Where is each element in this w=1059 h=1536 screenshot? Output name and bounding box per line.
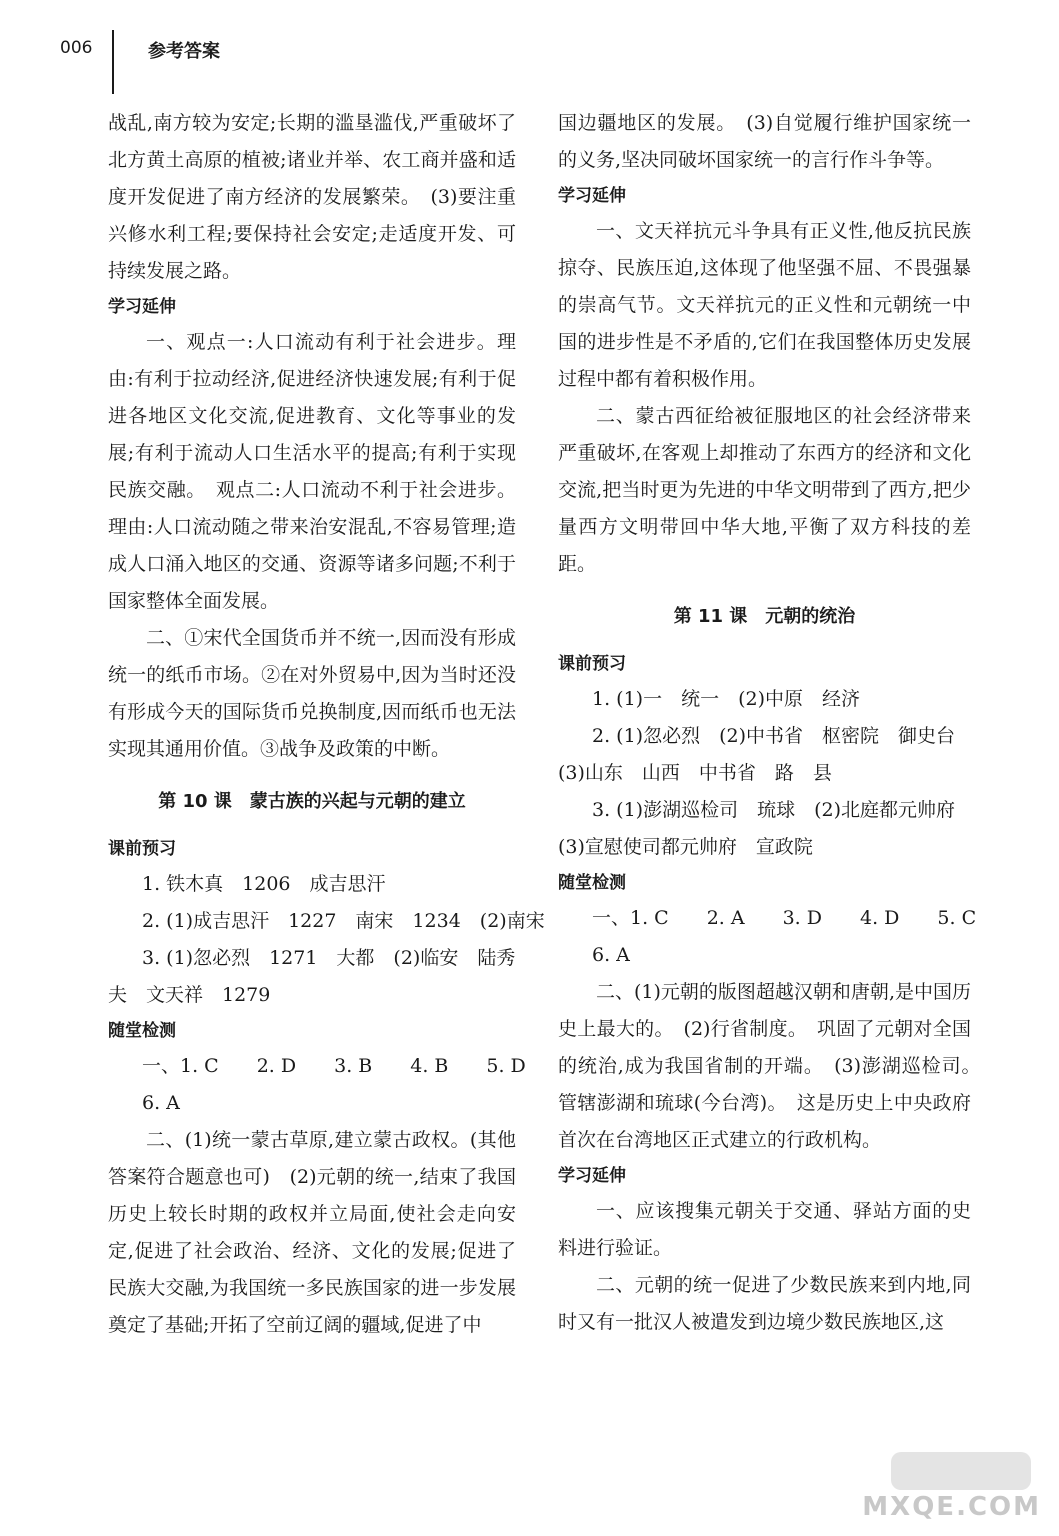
section-heading: 学习延伸 (558, 186, 626, 206)
watermark (862, 1450, 1051, 1530)
paragraph: 二、(1)元朝的版图超越汉朝和唐朝,是中国历史上最大的。 (2)行省制度。 巩固了元朝对全国的统治,成为我国省制的开端。 (3)澎湖巡检司。 管辖澎湖和琉球(今台湾)。 这是历史上中央政府首次在台湾地区正式建立的行政机构。 (558, 981, 991, 1151)
answer-line: 2. (1)忽必烈 (2)中书省 枢密院 御史台 (3)山东 山西 中书省 路 县 (558, 725, 975, 784)
answer-line: 6. A (592, 944, 630, 966)
header-title: 参考答案 (148, 41, 220, 62)
section-heading: 课前预习 (558, 654, 626, 674)
section-heading: 学习延伸 (108, 297, 176, 317)
paragraph: 国边疆地区的发展。 (3)自觉履行维护国家统一的义务,坚决同破坏国家统一的言行作斗争等。 (558, 112, 971, 171)
page-header (60, 30, 360, 64)
answer-line: 1. 铁木真 1206 成吉思汗 (142, 873, 386, 895)
paragraph: 一、观点一:人口流动有利于社会进步。理由:有利于拉动经济,促进经济快速发展;有利于促进各地区文化交流,促进教育、文化等事业的发展;有利于流动人口生活水平的提高;有利于实现民族交融。 观点二:人口流动不利于社会进步。理由:人口流动随之带来治安混乱,不容易管理;造成人口涌入地区的交通、资源等诸多问题;不利于国家整体全面发展。 (108, 331, 516, 612)
header-divider (112, 30, 114, 94)
answer-line: 一、1. C 2. A 3. D 4. D 5. C (592, 907, 977, 929)
section-heading: 学习延伸 (558, 1166, 626, 1186)
page-number: 006 (60, 38, 93, 58)
paragraph: 一、应该搜集元朝关于交通、驿站方面的史料进行验证。 (558, 1200, 971, 1259)
answer-line: 3. (1)澎湖巡检司 琉球 (2)北庭都元帅府 (3)宣慰使司都元帅府 宣政院 (558, 799, 975, 858)
answer-line: 6. A (142, 1092, 180, 1114)
answer-line: 一、1. C 2. D 3. B 4. B 5. D (142, 1055, 526, 1077)
watermark-text: MXQE.COM (862, 1492, 1041, 1522)
lesson-title: 第 11 课 元朝的统治 (673, 606, 856, 627)
paragraph: 一、文天祥抗元斗争具有正义性,他反抗民族掠夺、民族压迫,这体现了他坚强不屈、不畏强暴的崇高气节。文天祥抗元的正义性和元朝统一中国的进步性是不矛盾的,它们在我国整体历史发展过程中都有着积极作用。 (558, 220, 971, 390)
paragraph: 战乱,南方较为安定;长期的滥垦滥伐,严重破坏了北方黄土高原的植被;诸业并举、农工商并盛和适度开发促进了南方经济的发展繁荣。 (3)要注重兴修水利工程;要保持社会安定;走适度开发、可持续发展之路。 (108, 112, 516, 282)
answer-line: 3. (1)忽必烈 1271 大都 (2)临安 陆秀夫 文天祥 1279 (108, 947, 516, 1006)
right-column (558, 105, 991, 1341)
section-heading: 课前预习 (108, 839, 176, 859)
paragraph: 二、(1)统一蒙古草原,建立蒙古政权。(其他答案符合题意也可) (2)元朝的统一,结束了我国历史上较长时期的政权并立局面,使社会走向安定,促进了社会政治、经济、文化的发展;促进了民族大交融,为我国统一多民族国家的进一步发展奠定了基础;开拓了空前辽阔的疆域,促进了中 (108, 1129, 516, 1336)
answer-line: 1. (1)一 统一 (2)中原 经济 (592, 688, 860, 710)
paragraph: 二、蒙古西征给被征服地区的社会经济带来严重破坏,在客观上却推动了东西方的经济和文化交流,把当时更为先进的中华文明带到了西方,把少量西方文明带回中华大地,平衡了双方科技的差距。 (558, 405, 971, 575)
section-heading: 随堂检测 (558, 873, 626, 893)
watermark-logo-icon (891, 1452, 1031, 1490)
answer-line: 2. (1)成吉思汗 1227 南宋 1234 (2)南宋 (142, 910, 545, 932)
lesson-title: 第 10 课 蒙古族的兴起与元朝的建立 (158, 791, 466, 812)
paragraph: 二、元朝的统一促进了少数民族来到内地,同时又有一批汉人被遣发到边境少数民族地区,这 (558, 1274, 971, 1333)
paragraph: 二、①宋代全国货币并不统一,因而没有形成统一的纸币市场。②在对外贸易中,因为当时还没有形成今天的国际货币兑换制度,因而纸币也无法实现其通用价值。③战争及政策的中断。 (108, 627, 516, 760)
left-column (108, 105, 545, 1344)
section-heading: 随堂检测 (108, 1021, 176, 1041)
